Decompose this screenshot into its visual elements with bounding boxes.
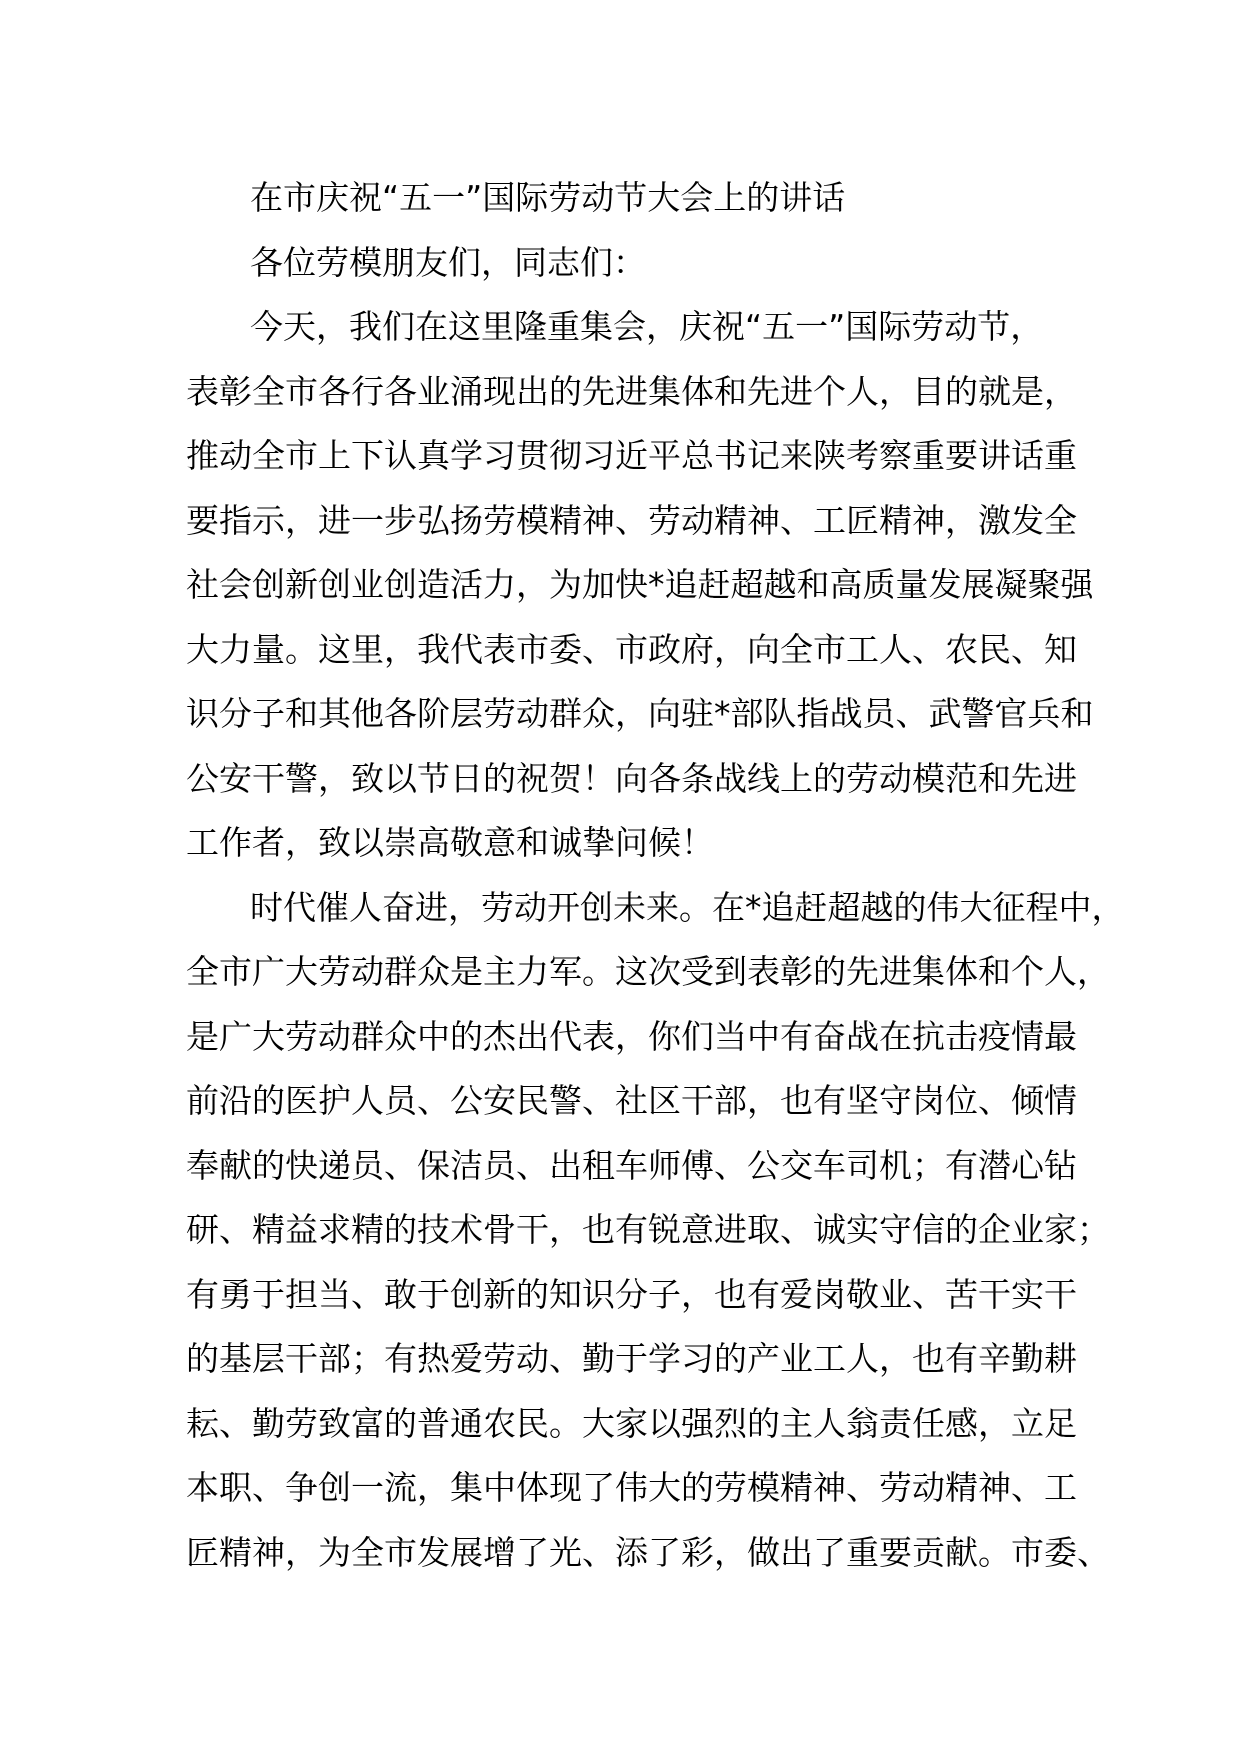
document-body xyxy=(186,166,1125,1585)
paragraph-line: 研、精益求精的技术骨干，也有锐意进取、诚实守信的企业家； xyxy=(186,1210,1110,1249)
paragraph-line: 有勇于担当、敢于创新的知识分子，也有爱岗敬业、苦干实干 xyxy=(186,1274,1077,1314)
paragraph-line: 识分子和其他各阶层劳动群众，向驻*部队指战员、武警官兵和 xyxy=(186,694,1094,733)
paragraph-line: 的基层干部；有热爱劳动、勤于学习的产业工人，也有辛勤耕 xyxy=(186,1339,1077,1378)
paragraph-line: 奉献的快递员、保洁员、出租车师傅、公交车司机；有潜心钻 xyxy=(186,1145,1077,1185)
paragraph-line: 社会创新创业创造活力，为加快*追赶超越和高质量发展凝聚强 xyxy=(186,565,1094,604)
paragraph-line: 全市广大劳动群众是主力军。这次受到表彰的先进集体和个人， xyxy=(186,952,1110,991)
paragraph-line: 匠精神，为全市发展增了光、添了彩，做出了重要贡献。市委、 xyxy=(186,1532,1110,1572)
paragraph-line: 公安干警，致以节日的祝贺！向各条战线上的劳动模范和先进 xyxy=(186,758,1077,798)
paragraph-line: 要指示，进一步弘扬劳模精神、劳动精神、工匠精神，激发全 xyxy=(186,500,1077,540)
paragraph-line: 表彰全市各行各业涌现出的先进集体和先进个人，目的就是， xyxy=(186,371,1077,411)
paragraph-line: 时代催人奋进，劳动开创未来。在*追赶超越的伟大征程中， xyxy=(250,887,1125,927)
paragraph-line: 是广大劳动群众中的杰出代表，你们当中有奋战在抗击疫情最 xyxy=(186,1016,1077,1056)
document-title: 在市庆祝“五一”国际劳动节大会上的讲话 xyxy=(250,178,846,217)
paragraph-2 xyxy=(186,876,1125,1586)
document-greeting: 各位劳模朋友们，同志们： xyxy=(250,242,646,282)
paragraph-line: 本职、争创一流，集中体现了伟大的劳模精神、劳动精神、工 xyxy=(186,1468,1077,1507)
paragraph-1 xyxy=(186,295,1094,876)
paragraph-line: 工作者，致以崇高敬意和诚挚问候！ xyxy=(186,823,714,862)
paragraph-line: 大力量。这里，我代表市委、市政府，向全市工人、农民、知 xyxy=(186,629,1077,669)
paragraph-line: 前沿的医护人员、公安民警、社区干部，也有坚守岗位、倾情 xyxy=(186,1081,1077,1120)
paragraph-line: 今天，我们在这里隆重集会，庆祝“五一”国际劳动节， xyxy=(250,307,1044,346)
paragraph-line: 推动全市上下认真学习贯彻习近平总书记来陕考察重要讲话重 xyxy=(186,436,1077,475)
paragraph-line: 耘、勤劳致富的普通农民。大家以强烈的主人翁责任感，立足 xyxy=(186,1403,1077,1443)
